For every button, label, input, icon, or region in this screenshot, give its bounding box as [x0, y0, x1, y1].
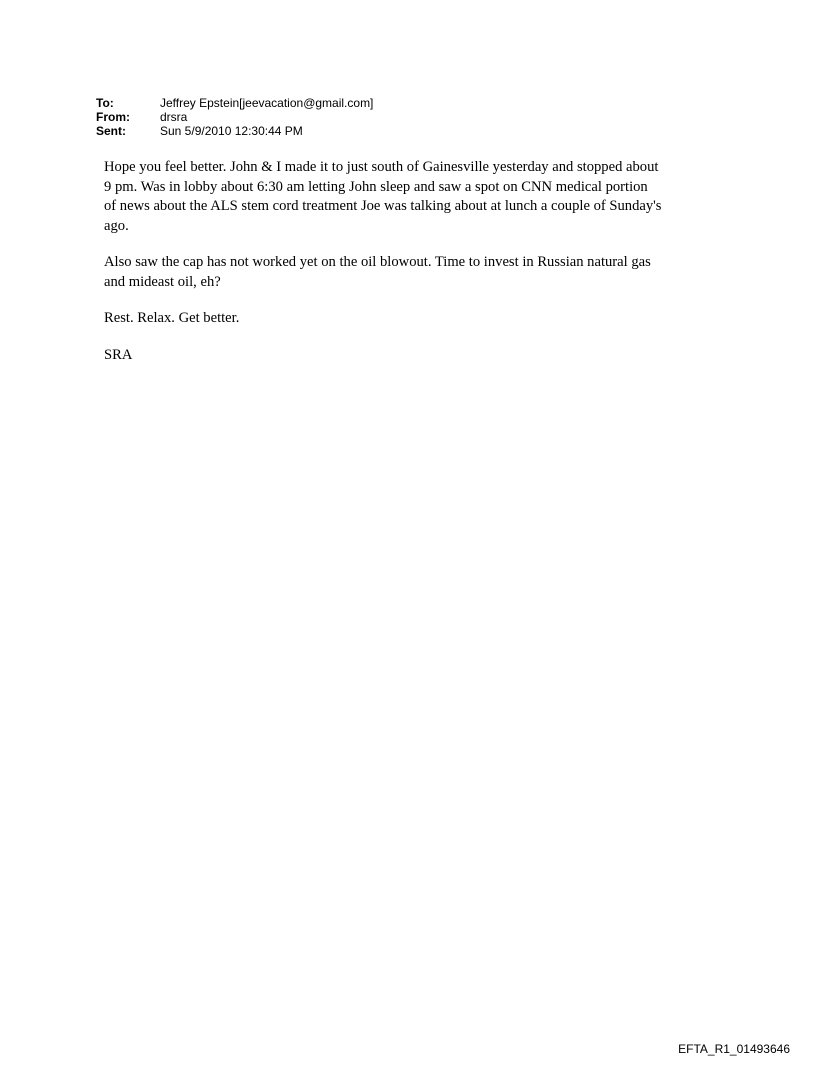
from-row: [96, 110, 373, 124]
body-line: 9 pm. Was in lobby about 6:30 am letting John sleep and saw a spot on CNN medical portion: [104, 178, 648, 195]
body-line: Also saw the cap has not worked yet on the oil blowout. Time to invest in Russian natural gas: [104, 254, 651, 270]
body-line: Rest. Relax. Get better.: [104, 310, 240, 326]
body-paragraph-1: [104, 158, 724, 236]
signature-text: SRA: [104, 346, 133, 363]
body-line: ago.: [104, 217, 129, 234]
email-header: [96, 96, 373, 138]
sent-value: Sun 5/9/2010 12:30:44 PM: [160, 124, 303, 138]
from-value: drsra: [160, 110, 188, 124]
body-line: and mideast oil, eh?: [104, 273, 221, 290]
body-line: Hope you feel better. John & I made it to just south of Gainesville yesterday and stopped about: [104, 159, 659, 175]
sent-row: [96, 124, 373, 138]
to-row: [96, 96, 373, 110]
sent-label: Sent:: [96, 124, 126, 138]
body-paragraph-2: [104, 253, 724, 292]
signature: [104, 346, 724, 366]
body-paragraph-3: [104, 309, 724, 329]
email-body: [104, 158, 724, 382]
body-line: of news about the ALS stem cord treatment Joe was talking about at lunch a couple of Sunday's: [104, 198, 662, 214]
to-label: To:: [96, 96, 114, 110]
to-value: Jeffrey Epstein[jeevacation@gmail.com]: [160, 96, 374, 110]
from-label: From:: [96, 110, 130, 124]
document-id: EFTA_R1_01493646: [678, 1042, 790, 1056]
